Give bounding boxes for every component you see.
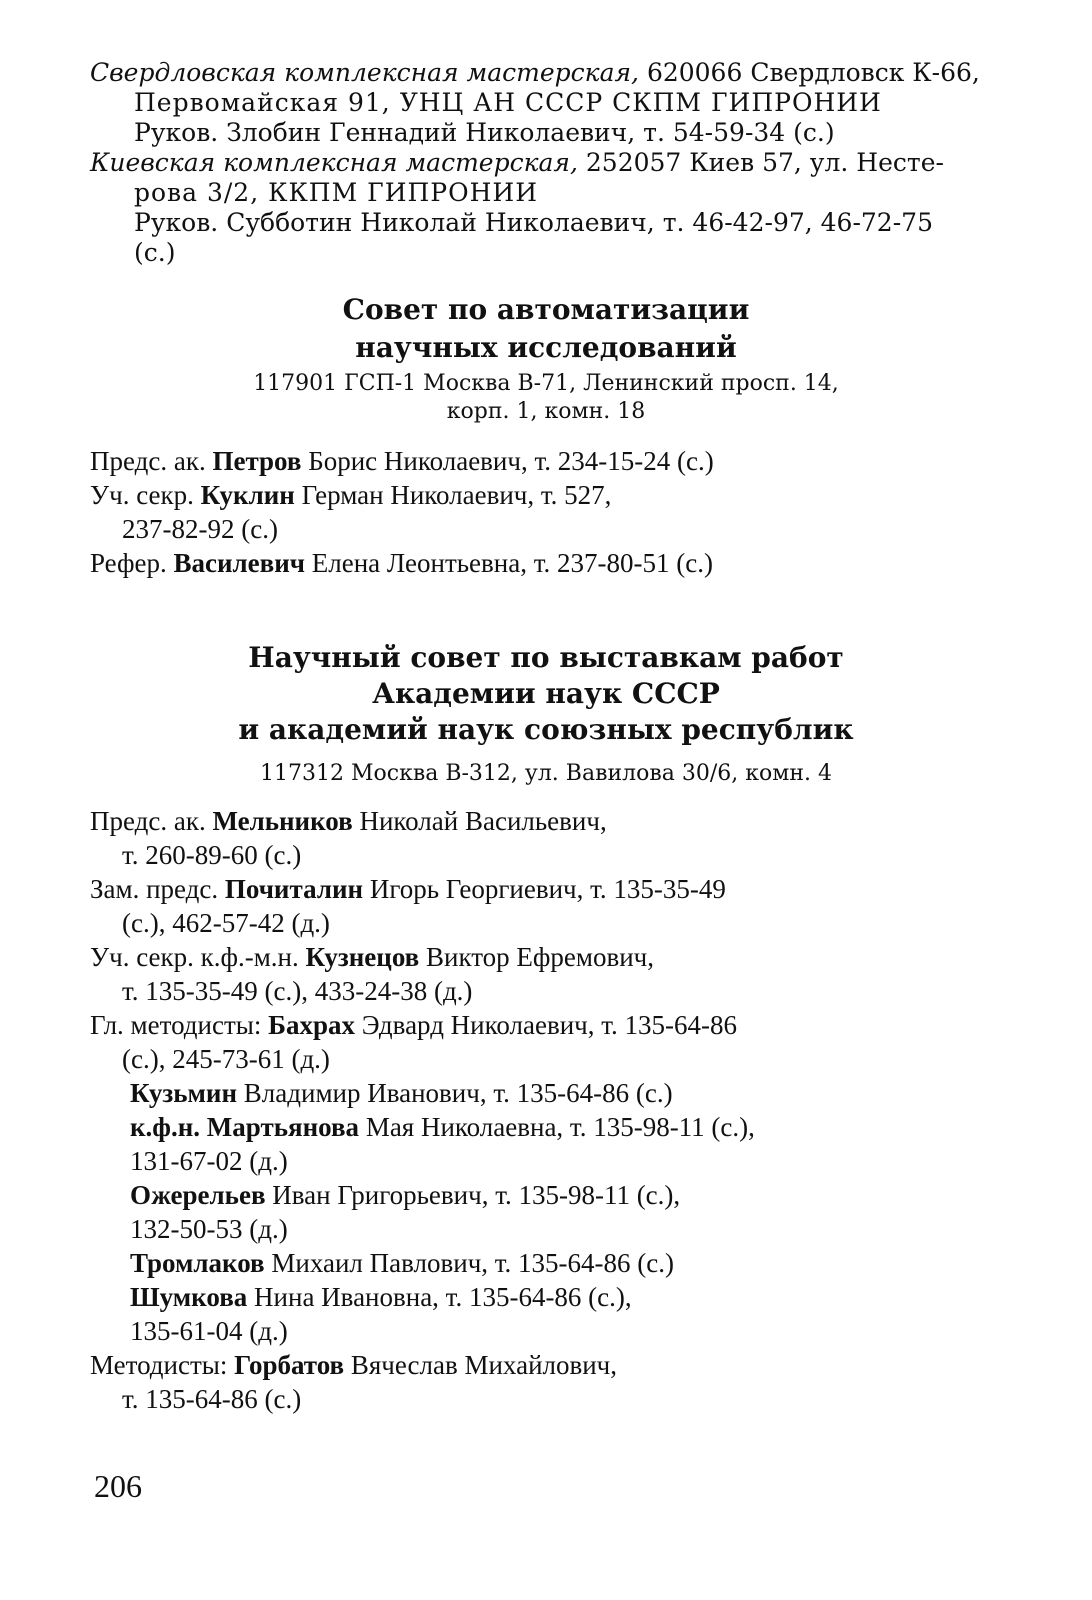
staff-entry xyxy=(90,1178,1050,1246)
staff-entry xyxy=(90,1246,1050,1280)
staff-entry xyxy=(90,1280,1050,1348)
staff-entry xyxy=(90,1348,1050,1416)
section2-title-line1: Научный совет по выставкам работ xyxy=(248,641,844,674)
workshop-name: Киевская комплексная мастерская, xyxy=(90,148,578,177)
entry-line xyxy=(90,940,1050,974)
entry-line xyxy=(90,872,1050,906)
entry-line xyxy=(90,1076,1050,1110)
staff-role: Зам. предс. xyxy=(90,874,219,904)
staff-surname: Петров xyxy=(212,446,302,476)
staff-surname: Шумкова xyxy=(130,1282,248,1312)
section2-title-line2: Академии наук СССР xyxy=(372,677,720,710)
head-role: Руков. xyxy=(134,118,219,147)
staff-details: Нина Ивановна, т. 135-64-86 (с.), xyxy=(254,1282,632,1312)
staff-surname: Кузьмин xyxy=(130,1078,238,1108)
staff-surname: Василевич xyxy=(173,548,305,578)
section1-address-line2: корп. 1, комн. 18 xyxy=(446,399,646,424)
staff-details-cont: т. 135-35-49 (с.), 433-24-38 (д.) xyxy=(122,976,473,1006)
staff-role: Уч. секр. xyxy=(90,480,194,510)
section1-address-line1: 117901 ГСП-1 Москва В-71, Ленинский просп. 14, xyxy=(253,371,839,396)
entry-line xyxy=(90,1246,1050,1280)
entry-line xyxy=(90,546,1050,580)
staff-surname: Почиталин xyxy=(224,874,364,904)
staff-entry xyxy=(90,1008,1050,1076)
staff-details: Борис Николаевич, т. 234-15-24 (с.) xyxy=(308,446,714,476)
staff-surname: Ожерельев xyxy=(130,1180,266,1210)
staff-details-cont: 132-50-53 (д.) xyxy=(130,1214,288,1244)
section2-title-line3: и академий наук союзных республик xyxy=(238,713,854,746)
section2-staff-list xyxy=(90,804,1050,1416)
staff-surname: Кузнецов xyxy=(305,942,420,972)
staff-role: Уч. секр. к.ф.-м.н. xyxy=(90,942,299,972)
head-name: Субботин Николай Николаевич, т. 46-42-97, 46-72-75 xyxy=(226,208,933,237)
section1-staff-list xyxy=(90,444,1050,580)
staff-details-cont: 237-82-92 (с.) xyxy=(122,514,278,544)
workshop-name: Свердловская комплексная мастерская, xyxy=(90,58,639,87)
entry-line xyxy=(90,1178,1050,1212)
staff-details: Владимир Иванович, т. 135-64-86 (с.) xyxy=(243,1078,673,1108)
workshop-address: 620066 Свердловск К-66, xyxy=(646,58,980,87)
staff-role: Рефер. xyxy=(90,548,167,578)
staff-details: Эдвард Николаевич, т. 135-64-86 xyxy=(361,1010,737,1040)
staff-surname: Горбатов xyxy=(234,1350,345,1380)
workshop-address-cont: Первомайская 91, УНЦ АН СССР СКПМ ГИПРОНИИ xyxy=(134,88,882,117)
staff-details-cont: 135-61-04 (д.) xyxy=(130,1316,288,1346)
staff-role: Предс. ак. xyxy=(90,806,206,836)
staff-entry xyxy=(90,804,1050,872)
staff-details: Михаил Павлович, т. 135-64-86 (с.) xyxy=(271,1248,674,1278)
staff-details: Виктор Ефремович, xyxy=(426,942,655,972)
entry-line xyxy=(90,444,1050,478)
section1-title-line1: Совет по автоматизации xyxy=(342,293,750,326)
staff-role: Методисты: xyxy=(90,1350,228,1380)
staff-details-cont: (с.), 462-57-42 (д.) xyxy=(122,908,330,938)
staff-details: Мая Николаевна, т. 135-98-11 (с.), xyxy=(365,1112,755,1142)
staff-details: Игорь Георгиевич, т. 135-35-49 xyxy=(369,874,726,904)
staff-entry xyxy=(90,444,1050,478)
section1-title-line2: научных исследований xyxy=(355,331,737,364)
page-number: 206 xyxy=(94,1468,142,1504)
degree-prefix: к.ф.н. xyxy=(130,1112,201,1142)
workshop-address: 252057 Киев 57, ул. Несте- xyxy=(585,148,944,177)
staff-entry xyxy=(90,546,1050,580)
section2-address: 117312 Москва В-312, ул. Вавилова 30/6, комн. 4 xyxy=(260,761,832,786)
staff-details-cont: т. 260-89-60 (с.) xyxy=(122,840,302,870)
entry-line xyxy=(90,1280,1050,1314)
staff-details-cont: т. 135-64-86 (с.) xyxy=(122,1384,302,1414)
staff-entry xyxy=(90,1110,1050,1178)
staff-details: Николай Васильевич, xyxy=(359,806,607,836)
staff-details: Иван Григорьевич, т. 135-98-11 (с.), xyxy=(272,1180,681,1210)
workshops-list xyxy=(90,58,1050,268)
entry-line xyxy=(90,1008,1050,1042)
entry-line xyxy=(90,1110,1050,1144)
staff-surname: Бахрах xyxy=(268,1010,356,1040)
workshop-sverdlovsk xyxy=(90,58,1050,148)
staff-surname: Мельников xyxy=(212,806,353,836)
head-phone-tail: (с.) xyxy=(134,238,176,267)
entry-line xyxy=(90,804,1050,838)
staff-surname: Куклин xyxy=(200,480,295,510)
staff-details: Вячеслав Михайлович, xyxy=(350,1350,618,1380)
staff-details: Герман Николаевич, т. 527, xyxy=(301,480,612,510)
entry-line xyxy=(90,1348,1050,1382)
staff-role: Гл. методисты: xyxy=(90,1010,262,1040)
staff-entry xyxy=(90,478,1050,546)
staff-role: Предс. ак. xyxy=(90,446,206,476)
head-name: Злобин Геннадий Николаевич, т. 54-59-34 (с.) xyxy=(226,118,835,147)
staff-entry xyxy=(90,1076,1050,1110)
staff-entry xyxy=(90,940,1050,1008)
staff-surname: Мартьянова xyxy=(206,1112,360,1142)
staff-surname: Тромлаков xyxy=(130,1248,265,1278)
staff-details-cont: (с.), 245-73-61 (д.) xyxy=(122,1044,330,1074)
staff-details-cont: 131-67-02 (д.) xyxy=(130,1146,288,1176)
head-role: Руков. xyxy=(134,208,219,237)
workshop-kiev xyxy=(90,148,1050,268)
workshop-address-cont: рова 3/2, ККПМ ГИПРОНИИ xyxy=(134,178,539,207)
staff-details: Елена Леонтьевна, т. 237-80-51 (с.) xyxy=(311,548,713,578)
staff-entry xyxy=(90,872,1050,940)
entry-line xyxy=(90,478,1050,512)
